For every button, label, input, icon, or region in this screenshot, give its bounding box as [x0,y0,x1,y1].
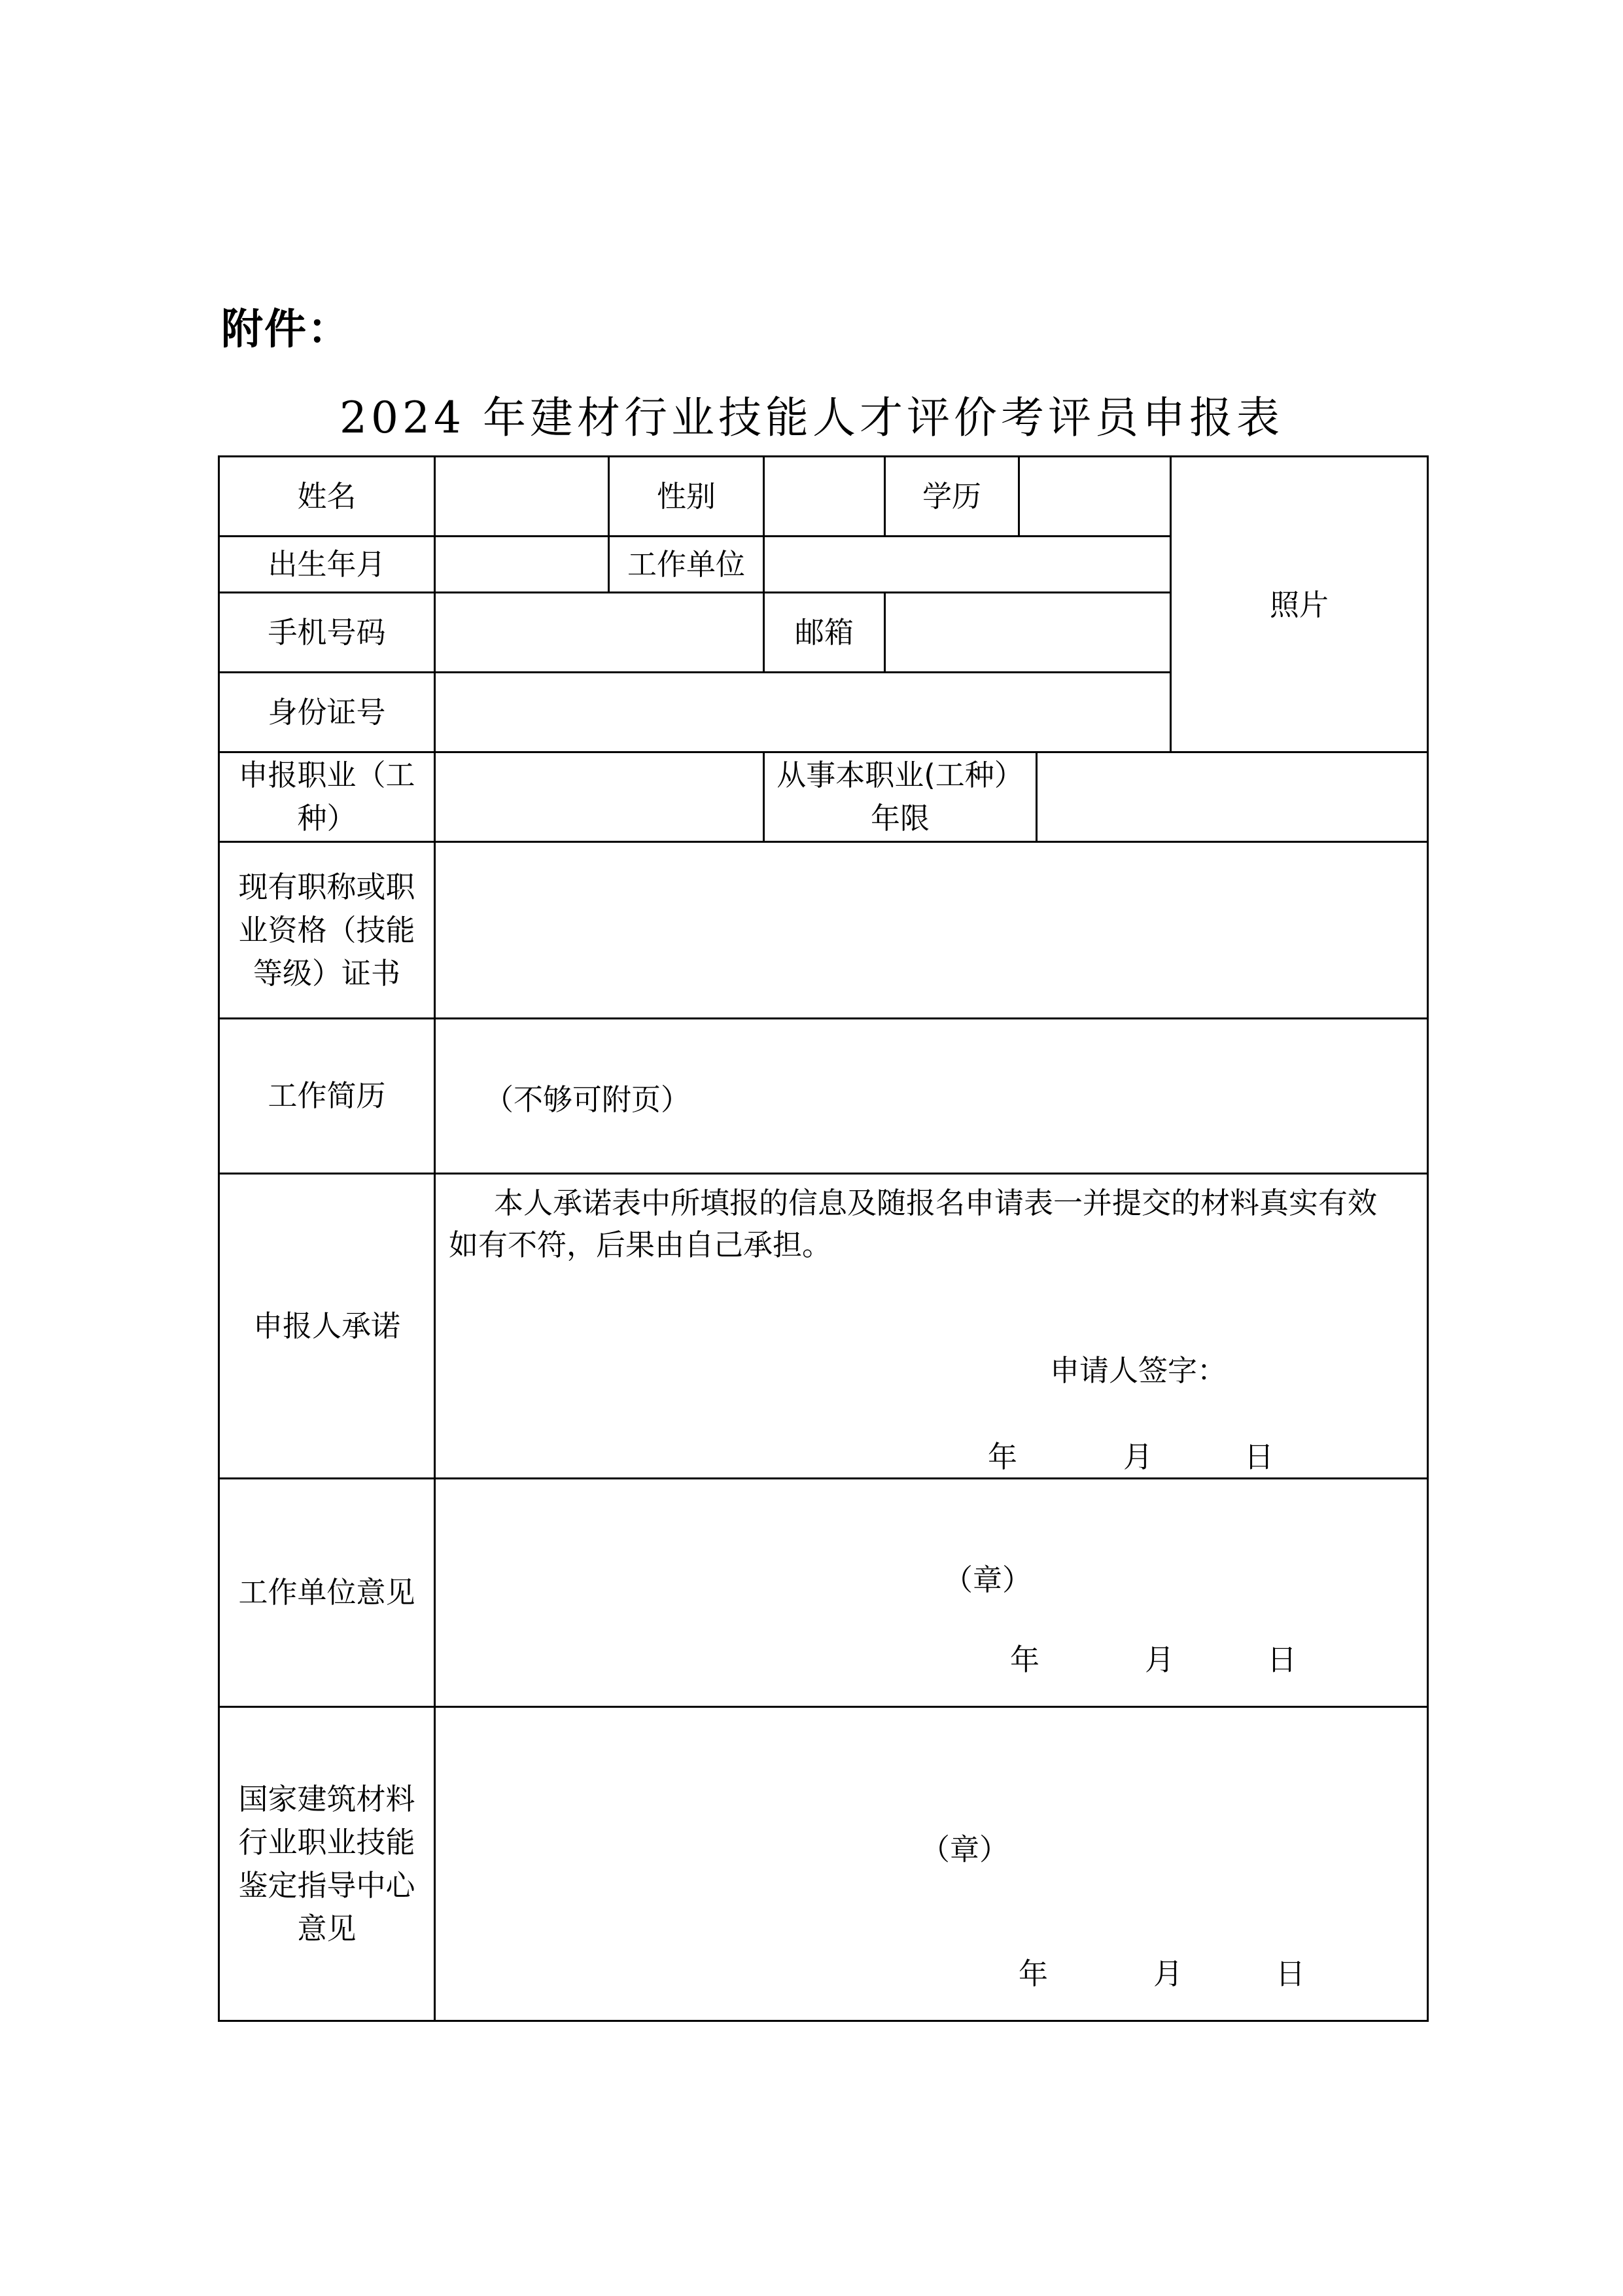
pledge-text: 本人承诺表中所填报的信息及随报名申请表一并提交的材料真实有效 [494,1186,1378,1220]
certificate-input[interactable] [436,843,1427,1017]
resume-note: （不够可附页） [484,1082,691,1117]
center-seal-label: （章） [920,1832,1009,1867]
phone-label: 手机号码 [268,614,386,650]
employer-seal-label: （章） [943,1563,1032,1597]
employer-opinion-label: 工作单位意见 [238,1575,415,1610]
phone-input[interactable] [436,593,763,671]
email-input[interactable] [886,593,1170,671]
table-border-bottom [218,2020,1429,2022]
years-label: 从事本职业(工种） 年限 [777,758,1024,836]
occupation-label: 申报职业（工 种） [238,758,415,836]
pledge-year-label: 年 [988,1439,1018,1474]
name-input[interactable] [436,457,608,535]
form-title: 2024 年建材行业技能人才评价考评员申报表 [340,393,1283,443]
gender-input[interactable] [765,457,884,535]
photo-area[interactable]: 照片 [1269,588,1329,622]
years-input[interactable] [1038,753,1427,841]
pledge-day-label: 日 [1244,1439,1274,1474]
employer-label: 工作单位 [627,546,745,582]
birth-input[interactable] [436,537,608,592]
pledge-month-label: 月 [1123,1439,1153,1474]
id-input[interactable] [436,673,1170,751]
gender-label: 性别 [656,478,716,514]
center-day-label: 日 [1276,1956,1306,1991]
birth-label: 出生年月 [268,546,386,582]
employer-day-label: 日 [1267,1642,1297,1677]
resume-label: 工作简历 [268,1078,386,1113]
certificate-label: 现有职称或职 业资格（技能 等级）证书 [238,869,415,991]
center-month-label: 月 [1153,1956,1183,1991]
signature-label: 申请人签字： [1050,1353,1227,1388]
education-input[interactable] [1020,457,1170,535]
pledge-label: 申报人承诺 [253,1308,400,1343]
pledge-text: 如有不符，后果由自己承担。 [449,1227,832,1262]
id-label: 身份证号 [268,694,386,730]
attachment-label: 附件： [221,306,351,354]
occupation-input[interactable] [436,753,763,841]
employer-month-label: 月 [1145,1642,1175,1677]
employer-input[interactable] [765,537,1170,592]
center-opinion-label: 国家建筑材料 行业职业技能 鉴定指导中心 意见 [238,1781,415,1946]
email-label: 邮箱 [794,614,854,650]
employer-year-label: 年 [1010,1642,1040,1677]
center-year-label: 年 [1019,1956,1049,1991]
name-label: 姓名 [297,478,357,514]
table-border-right [1427,455,1429,2022]
education-label: 学历 [922,478,981,514]
